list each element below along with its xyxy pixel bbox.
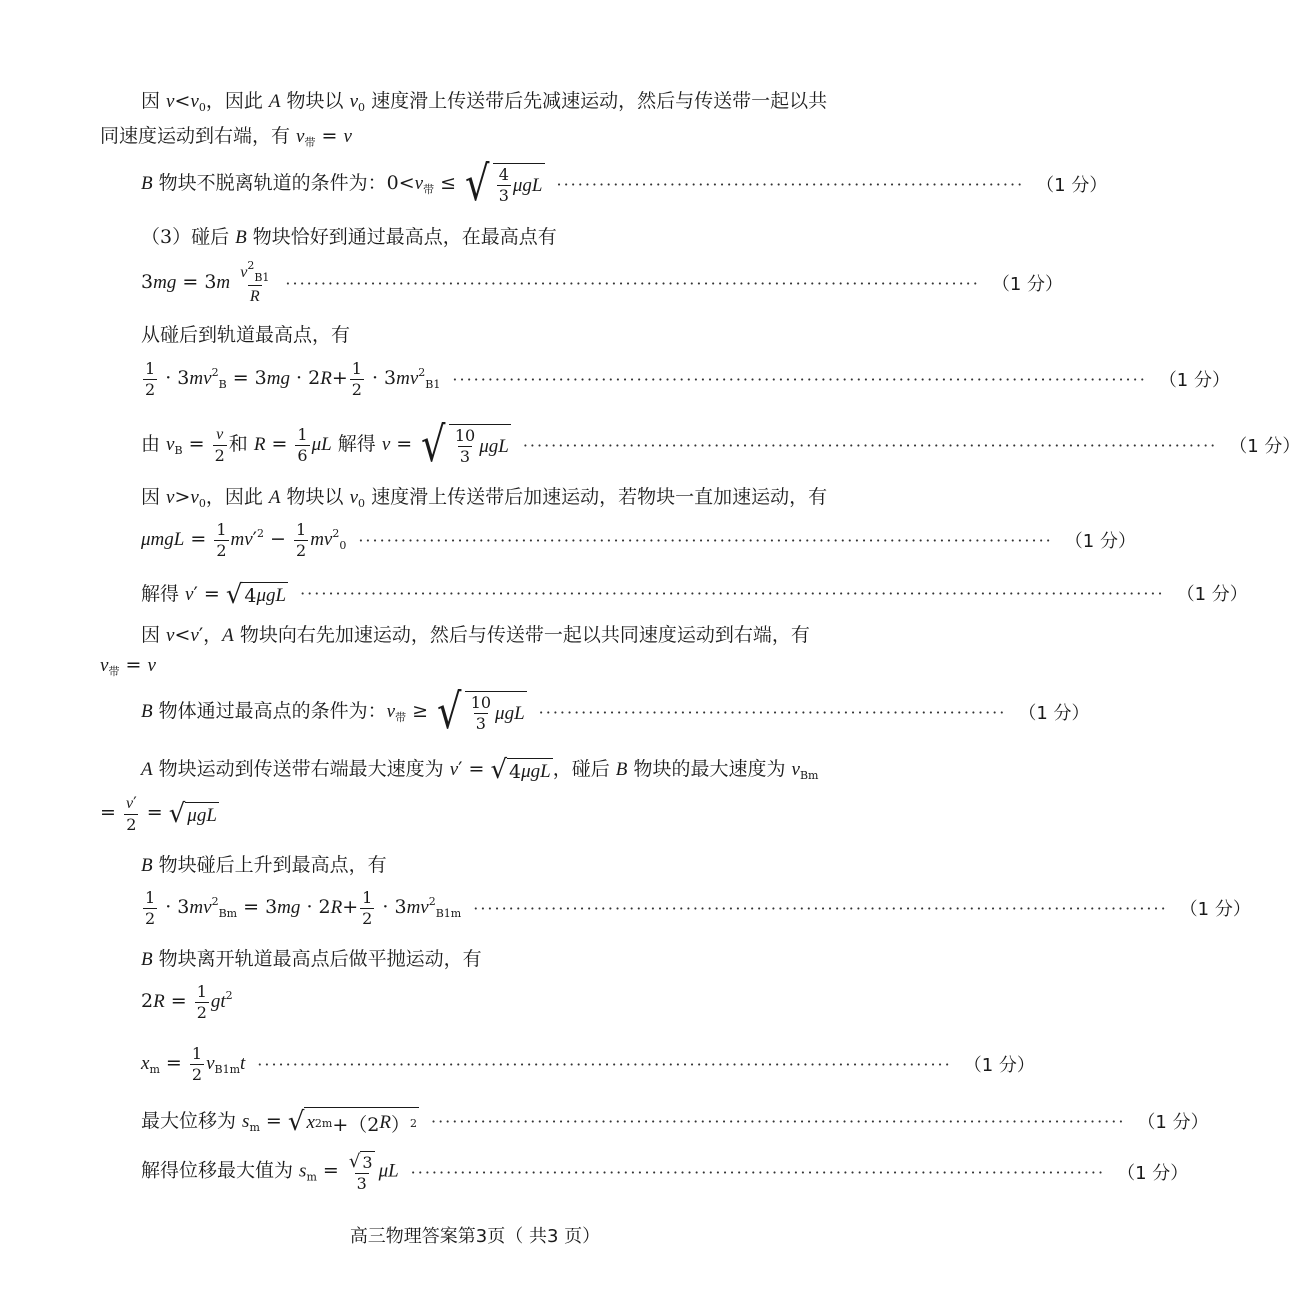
text-line: $x_m$ = $\frac{1}{2}$ $v_{B1m}t$ ·································································································· （1 分） <box>141 1043 1035 1084</box>
text-line: 因 $v<v_0$，因此 A 物块以 $v_0$ 速度滑上传送带后先减速运动，然后与传送带一起以共 <box>141 90 828 114</box>
score-label: （1 分） <box>1176 584 1248 605</box>
score-label: （1 分） <box>1036 175 1108 196</box>
text-line: $\frac{1}{2}$ · $3mv^2_{Bm} = 3mg \cdot 2R+$ $\frac{1}{2}$ · $3mv^2_{B1m}$ ·································································································· （1 分） <box>145 887 1251 928</box>
score-label: （1 分） <box>1158 370 1230 391</box>
score-label: （1 分） <box>991 274 1064 295</box>
score-label: （1 分） <box>1064 531 1136 552</box>
text-line: 解得位移最大值为 $s_m$ = √ 3 3 μL ·································································································· （1 分） <box>141 1150 1189 1193</box>
text-line: B 物块离开轨道最高点后做平抛运动，有 <box>141 948 482 970</box>
score-label: （1 分） <box>1117 1163 1189 1184</box>
text-line: 2R = $\frac{1}{2}$ $gt^2$ <box>141 981 233 1022</box>
text-line: （3）碰后 B 物块恰好到通过最高点，在最高点有 <box>141 226 557 248</box>
text-line: B 物块碰后上升到最高点，有 <box>141 854 387 876</box>
text-line: A 物块运动到传送带右端最大速度为 v′ = √ 4 μgL ，碰后 B 物块的最大速度为 $v_{Bm}$ <box>141 755 819 785</box>
score-label: （1 分） <box>1137 1112 1209 1133</box>
text-line: μmgL = $\frac{1}{2}$ $mv'^2$ − $\frac{1}{2}$ $mv^2_0$ ·································································································· （1 分） <box>141 519 1136 560</box>
text-line: 同速度运动到右端，有 $v_带 = v$ <box>100 125 352 149</box>
text-line: 最大位移为 $s_m$ = √ x 2 m +（2 R ） 2 ·································································································· （1 分） <box>141 1106 1209 1137</box>
score-label: （1 分） <box>1229 436 1300 457</box>
score-label: （1 分） <box>1018 703 1090 724</box>
score-label: （1 分） <box>963 1055 1035 1076</box>
text-line: 因 $v>v_0$，因此 A 物块以 $v_0$ 速度滑上传送带后加速运动，若物块一直加速运动，有 <box>141 486 828 510</box>
text-line: 因 v<v′，A 物块向右先加速运动，然后与传送带一起以共同速度运动到右端，有 <box>141 624 810 646</box>
page-footer: 高三物理答案第3页（ 共3 页） <box>349 1226 601 1247</box>
text-line: B 物块不脱离轨道的条件为：$0<v_带$ ≤ √ $\frac{4}{3}$ μgL ·································································· （1 分） <box>141 156 1108 212</box>
text-line: 3mg = 3m $\frac{v^2_{B1}}{R}$ ·································································································· （1 分） <box>141 259 1064 306</box>
text-line: $\frac{1}{2}$ · $3mv^2_B = 3mg \cdot 2R+$ $\frac{1}{2}$ · $3mv^2_{B1}$ ·································································································· （1 分） <box>145 358 1230 399</box>
text-line: 解得 v′ = √ 4 μgL ·························································································································· （1 分） <box>141 579 1248 610</box>
text-line: 从碰后到轨道最高点，有 <box>141 324 351 346</box>
score-label: （1 分） <box>1179 899 1251 920</box>
text-line: $v_带 = v$ <box>100 654 156 678</box>
text-line: 由 $v_B$ = $\frac{v}{2}$ 和 R = $\frac{1}{6}$ μL 解得 v = √ $\frac{10}{3}$ μgL ·································································································· （1 分） <box>141 417 1300 473</box>
text-line: B 物体通过最高点的条件为：$v_带$ ≥ √ $\frac{10}{3}$ μgL ·································································· （1 分） <box>141 684 1090 740</box>
text-line: = $\frac{v'}{2}$ = √ μgL <box>100 793 217 834</box>
